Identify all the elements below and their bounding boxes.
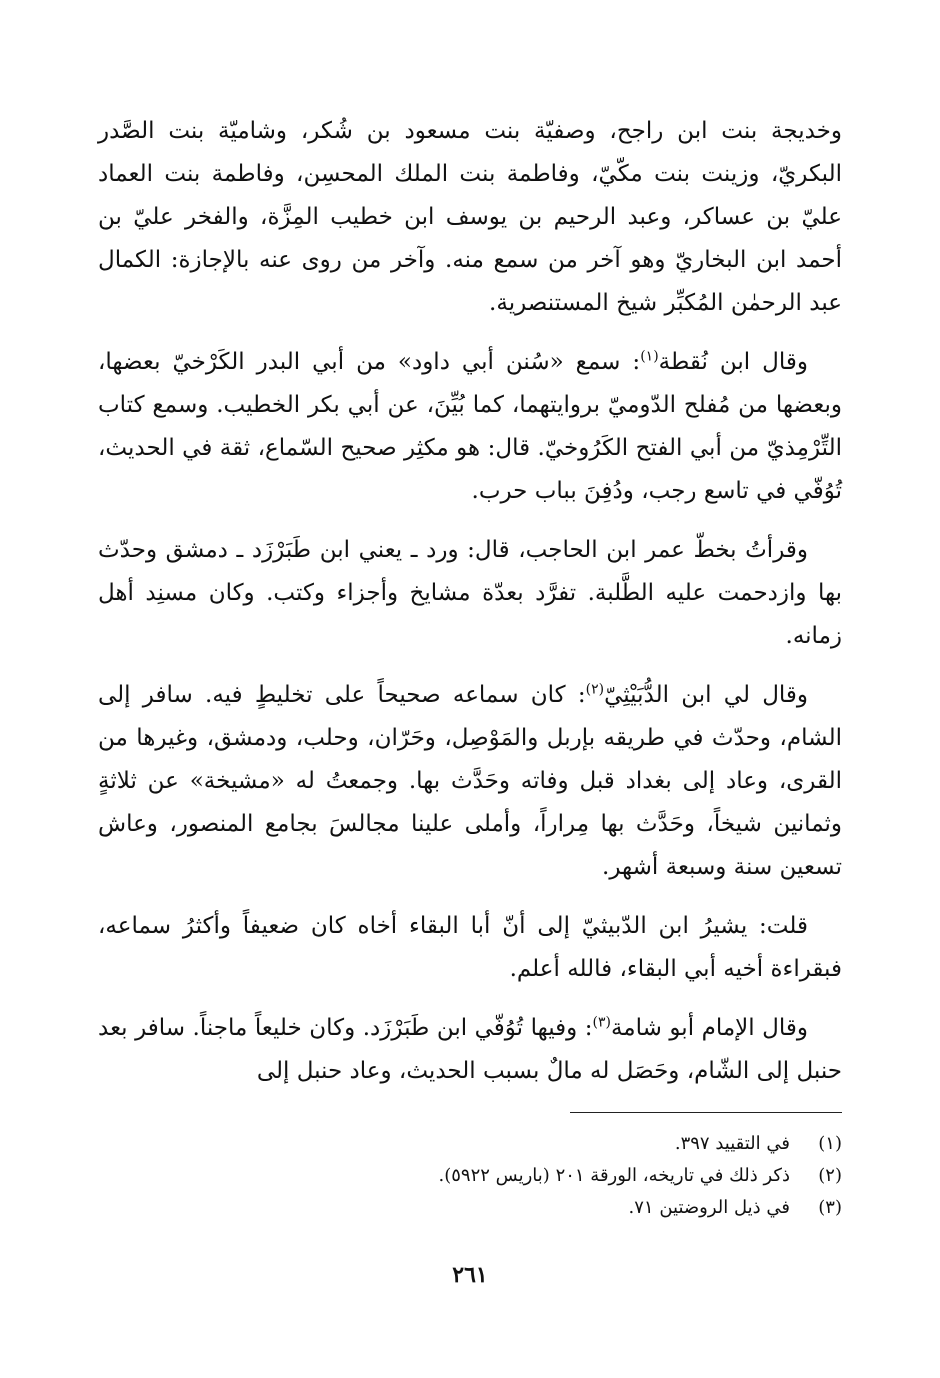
footnote-1-number: (١) xyxy=(818,1133,842,1154)
paragraph-5-text: قلت: يشيرُ ابن الدّبيثيّ إلى أنّ أبا البقاء أخاه كان ضعيفاً وأكثرُ سماعه، فبقراءة أخيه أبي البقاء، فالله أعلم. xyxy=(98,913,842,982)
paragraph-5 xyxy=(98,905,842,991)
footnote-2 xyxy=(98,1160,842,1192)
paragraph-6-lead: وقال الإمام أبو شامة xyxy=(610,1015,808,1041)
paragraph-2 xyxy=(98,341,842,513)
footnote-marker-2: (٢) xyxy=(585,681,605,698)
footnotes xyxy=(98,1128,842,1224)
footnote-3 xyxy=(98,1192,842,1224)
paragraph-6-text: : وفيها تُوُفّي ابن طَبَرْزَد. وكان خليعاً ماجناً. سافر بعد حنبل إلى الشّام، وحَصَل له مالٌ بسبب الحديث، وعاد حنبل إلى xyxy=(98,1015,842,1084)
page-number: ٢٦١ xyxy=(452,1262,488,1288)
paragraph-2-lead: وقال ابن نُقطة xyxy=(658,349,808,375)
footnote-2-number: (٢) xyxy=(818,1165,842,1186)
footnote-2-text: ذكر ذلك في تاريخه، الورقة ٢٠١ (باريس ٥٩٢٢). xyxy=(438,1165,790,1186)
footnote-1 xyxy=(98,1128,842,1160)
footnote-marker-1: (١) xyxy=(640,348,659,365)
paragraph-4 xyxy=(98,674,842,889)
paragraph-3-text: وقرأتُ بخطّ عمر ابن الحاجب، قال: ورد ـ يعني ابن طَبَرْزَد ـ دمشق وحدّث بها وازدحمت عليه الطَّلبة. تفرَّد بعدّة مشايخ وأجزاء وكتب. وكان مسنِد أهل زمانه. xyxy=(98,537,842,649)
footnote-1-text: في التقييد ٣٩٧. xyxy=(674,1133,790,1154)
paragraph-4-text: : كان سماعه صحيحاً على تخليطٍ فيه. سافر إلى الشام، وحدّث في طريقه بإربل والمَوْصِل، وحَرّان، وحلب، ودمشق، وغيرها من القرى، وعاد إلى بغداد قبل وفاته وحَدَّث بها. وجمعتُ له «مشيخة» عن ثلاثةٍ وثمانين شيخاً، وحَدَّث بها مِراراً، وأملى علينا مجالسَ بجامع المنصور، وعاش تسعين سنة وسبعة أشهر. xyxy=(98,682,842,880)
footnote-3-number: (٣) xyxy=(818,1197,842,1218)
paragraph-1-text: وخديجة بنت ابن راجح، وصفيّة بنت مسعود بن شُكر، وشاميّة بنت الصَّدر البكريّ، وزينت بنت مكّيّ، وفاطمة بنت الملك المحسِن، وفاطمة بنت العماد عليّ بن عساكر، وعبد الرحيم بن يوسف ابن خطيب المِزَّة، والفخر عليّ بن أحمد ابن البخاريّ وهو آخر من سمع منه. وآخر من روى عنه بالإجازة: الكمال عبد الرحمٰن المُكبِّر شيخ المستنصرية. xyxy=(98,118,842,316)
paragraph-1 xyxy=(98,110,842,325)
paragraph-3 xyxy=(98,529,842,658)
paragraph-4-lead: وقال لي ابن الدُّبَيْثِيّ xyxy=(604,682,809,708)
main-text xyxy=(98,110,842,1109)
paragraph-2-text: : سمع «سُنن أبي داود» من أبي البدر الكَرْخيّ بعضها، وبعضها من مُفلح الدّوميّ بروايتهما، كما بُيِّنَ، عن أبي بكر الخطيب. وسمع كتاب التِّرْمِذيّ من أبي الفتح الكَرُوخيّ. قال: هو مكثِر صحيح السّماع، ثقة في الحديث، تُوُفّي في تاسع رجب، ودُفِنَ بباب حرب. xyxy=(98,349,842,504)
footnote-divider xyxy=(570,1112,842,1113)
footnote-marker-3: (٣) xyxy=(592,1014,611,1031)
footnote-3-text: في ذيل الروضتين ٧١. xyxy=(628,1197,790,1218)
paragraph-6 xyxy=(98,1007,842,1093)
